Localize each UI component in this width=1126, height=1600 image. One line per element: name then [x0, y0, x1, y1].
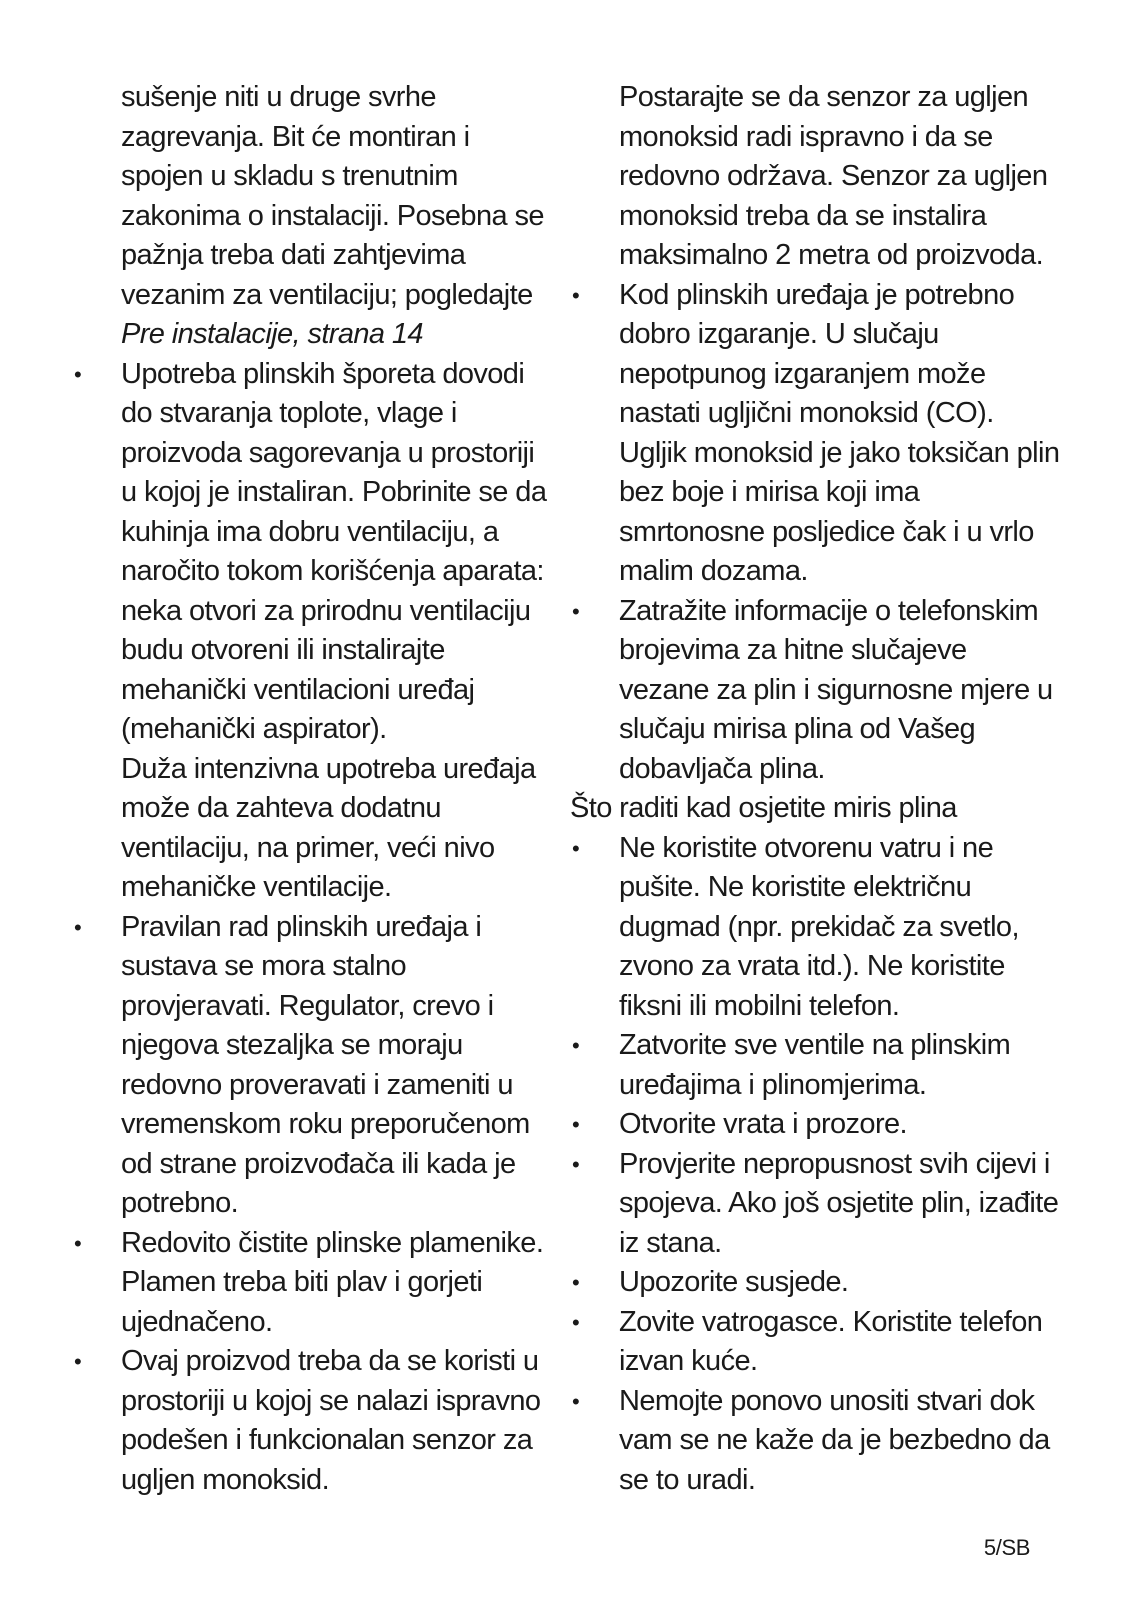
list-item	[570, 1382, 1060, 1501]
list-item-text-extra: Duža intenzivna upotreba uređaja može da zahteva dodatnu ventilaciju, na primer, veći nivo mehaničke ventilacije.	[121, 752, 536, 903]
bullet-icon: •	[74, 1349, 82, 1374]
bullet-icon: •	[74, 361, 82, 387]
list-item	[570, 1026, 1060, 1105]
bullet-icon: •	[572, 1151, 580, 1177]
list-item-text: Zovite vatrogasce. Koristite telefon izvan kuće.	[619, 1305, 1043, 1377]
right-column	[570, 78, 1060, 1500]
section-heading: Što raditi kad osjetite miris plina	[570, 792, 957, 824]
list-item	[570, 1145, 1060, 1264]
bullet-icon: •	[572, 598, 580, 624]
list-item	[72, 1342, 552, 1500]
list-item-text: Upotreba plinskih šporeta dovodi do stvaranja toplote, vlage i proizvoda sagorevanja u prostoriji u kojoj je instaliran. Pobrinite se da kuhinja ima dobru ventilaciju, a naročito tokom korišćenja aparata: neka otvori za prirodnu ventilaciju budu otvoreni ili instalirajte mehanički ventilacioni uređaj (mehanički aspirator).	[121, 357, 547, 745]
list-item	[72, 908, 552, 1224]
list-item	[570, 276, 1060, 592]
list-item-text: Otvorite vrata i prozore.	[619, 1108, 907, 1140]
bullet-icon: •	[572, 1033, 580, 1058]
continuation-text: Postarajte se da senzor za ugljen monoksid radi ispravno i da se redovno održava. Senzor za ugljen monoksid treba da se instalira maksimalno 2 metra od proizvoda.	[619, 81, 1048, 271]
continuation-paragraph	[72, 78, 552, 355]
bullet-icon: •	[74, 1230, 82, 1256]
continuation-text: sušenje niti u druge svrhe zagrevanja. Bit će montiran i spojen u skladu s trenutnim zakonima o instalaciji. Posebna se pažnja treba dati zahtjevima vezanim za ventilaciju; pogledajte	[121, 81, 544, 311]
list-item-text: Redovito čistite plinske plamenike. Plamen treba biti plav i gorjeti ujednačeno.	[121, 1226, 544, 1338]
page-number: 5/SB	[983, 1535, 1030, 1560]
list-item	[570, 592, 1060, 790]
list-item-text: Pravilan rad plinskih uređaja i sustava se mora stalno provjeravati. Regulator, crevo i njegova stezaljka se moraju redovno proveravati i zameniti u vremenskom roku preporučenom od strane proizvođača ili kada je potrebno.	[121, 910, 530, 1219]
list-item-text: Zatvorite sve ventile na plinskim uređajima i plinomjerima.	[619, 1029, 1011, 1101]
page-reference: Pre instalacije, strana 14	[121, 318, 423, 350]
list-item	[570, 1263, 1060, 1303]
bullet-icon: •	[572, 1270, 580, 1295]
list-item	[570, 1303, 1060, 1382]
list-item-text: Ovaj proizvod treba da se koristi u prostoriji u kojoj se nalazi ispravno podešen i funkcionalan senzor za ugljen monoksid.	[121, 1345, 541, 1496]
continuation-paragraph	[570, 78, 1060, 276]
bullet-icon: •	[74, 914, 82, 940]
list-item	[570, 829, 1060, 1027]
list-item-text: Provjerite nepropusnost svih cijevi i spojeva. Ako još osjetite plin, izađite iz stana.	[619, 1147, 1059, 1259]
list-item	[570, 1105, 1060, 1145]
bullet-icon: •	[572, 1309, 580, 1335]
list-item-text: Zatražite informacije o telefonskim brojevima za hitne slučajeve vezane za plin i sigurnosne mjere u slučaju mirisa plina od Vašeg dobavljača plina.	[619, 594, 1053, 785]
bullet-icon: •	[572, 1388, 580, 1414]
list-item-text: Ne koristite otvorenu vatru i ne pušite. Ne koristite električnu dugmad (npr. prekidač za svetlo, zvono za vrata itd.). Ne koristite fiksni ili mobilni telefon.	[619, 831, 1019, 1022]
list-item	[72, 1224, 552, 1343]
bullet-icon: •	[572, 835, 580, 861]
bullet-icon: •	[572, 1112, 580, 1137]
list-item-text: Kod plinskih uređaja je potrebno dobro izgaranje. U slučaju nepotpunog izgaranjem može nastati ugljični monoksid (CO). Ugljik monoksid je jako toksičan plin bez boje i mirisa koji ima smrtonosne posljedice čak i u vrlo malim dozama.	[619, 278, 1060, 587]
list-item	[72, 355, 552, 908]
list-item-text: Nemojte ponovo unositi stvari dok vam se ne kaže da je bezbedno da se to uradi.	[619, 1384, 1050, 1496]
list-item-text: Upozorite susjede.	[619, 1266, 849, 1298]
left-column	[72, 78, 552, 1500]
bullet-icon: •	[572, 282, 580, 308]
